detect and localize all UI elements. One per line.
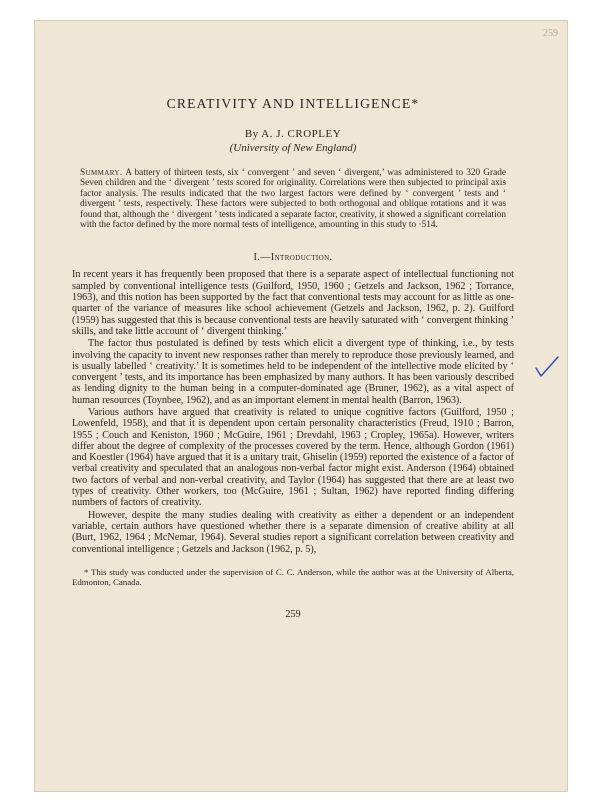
journal-page xyxy=(34,20,568,792)
footnote: * This study was conducted under the supervision of C. C. Anderson, while the author was at the University of Alberta, Edmonton, Canada. xyxy=(72,566,514,588)
paragraph-3: Various authors have argued that creativity is related to unique cognitive factors (Guilford, 1950 ; Lowenfeld, 1958), and that it is dependent upon certain personality characteristics (Freud, 1910 ; Barron, 1955 ; Couch and Keniston, 1960 ; McGuire, 1961 ; Drevdahl, 1963 ; Cropley, 1965a). However, writers differ about the degree of complexity of the processes covered by the term. Hence, although Gordon (1961) and Koestler (1964) have argued that it is a unitary trait, Ghiselin (1959) reported the existence of a factor of verbal creativity and speculated that an analogous non-verbal factor might exist. Anderson (1964) obtained two factors of verbal and non-verbal creativity, and Taylor (1964) has suggested that there are at least two types of creativity. Other workers, too (McGuire, 1961 ; Sultan, 1962) have reported finding differing numbers of factors of creativity. xyxy=(72,407,514,509)
paragraph-4: However, despite the many studies dealing with creativity as either a dependent or an independent variable, certain authors have questioned whether there is a separate dimension of creative ability at all (Burt, 1962, 1964 ; McNemar, 1964). Several studies report a significant correlation between creativity and conventional intelligence ; Getzels and Jackson (1962, p. 5), xyxy=(72,509,514,555)
checkmark-icon xyxy=(534,354,560,380)
article-title: CREATIVITY AND INTELLIGENCE* xyxy=(166,96,420,111)
paragraph-2: The factor thus postulated is defined by tests which elicit a divergent type of thinking, i.e., by tests involving the capacity to invent new responses rather than merely to reproduce those previously learned, and is usually labelled ‘ creativity.’ It is sometimes held to be independent of the intellective mode elicited by ‘ convergent ’ tests, and its importance has been emphasized by many authors. It has been variously described as lending dignity to the human being in a computer-dominated age (Bruner, 1962), as a vital aspect of human resources (Toynbee, 1962), and as an important element in mental health (Barron, 1963). xyxy=(72,338,514,406)
article-body xyxy=(72,96,514,620)
page-number: 259 xyxy=(285,609,301,621)
corner-page-mark: 259 xyxy=(543,28,558,39)
section-heading: I.—Introduction. xyxy=(253,252,333,264)
paragraph-1: In recent years it has frequently been proposed that there is a separate aspect of intellectual functioning not sampled by conventional intelligence tests (Guilford, 1950, 1960 ; Getzels and Jackson, 1962 ; Torrance, 1963), and this notion has been supported by the fact that conventional tests may account for as little as one-quarter of the variance of measures like school achievement (Getzels and Jackson, 1962, p. 2). Guilford (1959) has suggested that this is because conventional tests are heavily saturated with ‘ convergent thinking ’ skills, and take little account of ‘ divergent thinking.’ xyxy=(72,269,514,337)
summary-block xyxy=(80,168,506,230)
summary-lead: Summary. xyxy=(80,168,123,178)
affiliation: (University of New England) xyxy=(229,142,357,154)
author-line: By A. J. CROPLEY xyxy=(244,128,342,140)
summary-text: A battery of thirteen tests, six ‘ convergent ’ and seven ‘ divergent,’ was administered to 320 Grade Seven children and the ‘ divergent ’ tests scored for originality. Correlations were then subjected to principal axis factor analysis. The results indicated that the two largest factors were defined by ‘ convergent ’ tests and ‘ divergent ’ tests, respectively. These factors were subjected to both orthogonal and oblique rotations and it was found that, although the ‘ divergent ’ tests indicated a separate factor, creativity, it showed a significant correlation with the factor defined by the more normal tests of intelligence, amounting in this study to ·514. xyxy=(80,168,506,231)
